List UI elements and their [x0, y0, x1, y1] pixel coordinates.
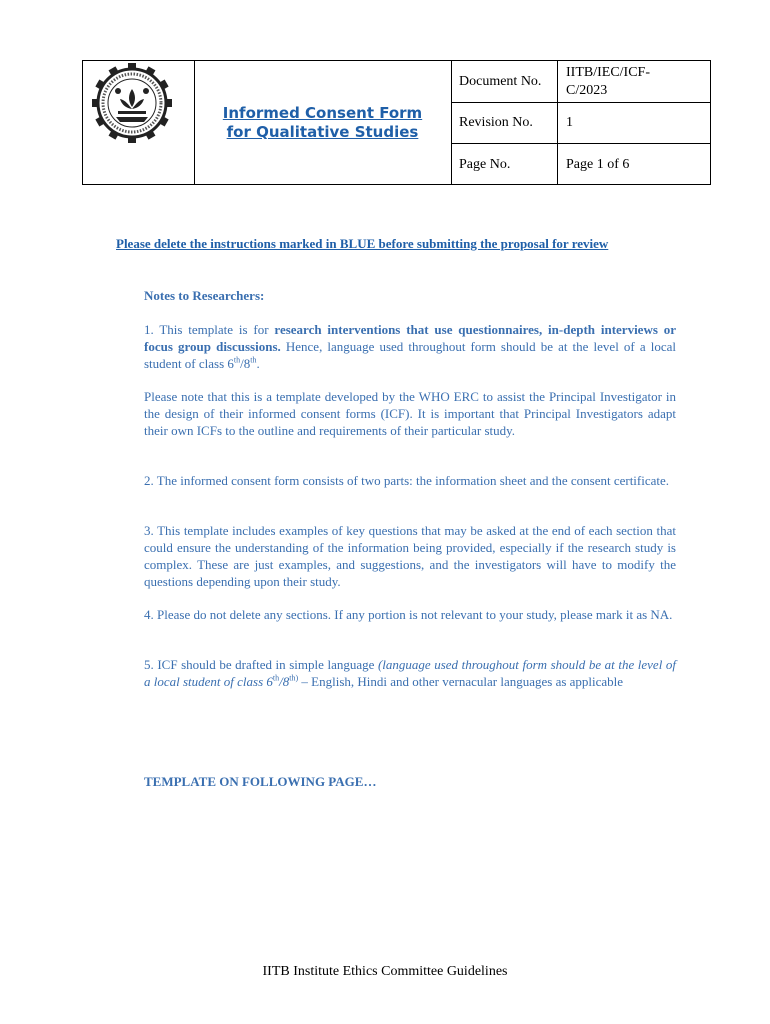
revision-no-value: 1 — [566, 115, 573, 130]
template-following-note: TEMPLATE ON FOLLOWING PAGE… — [144, 774, 377, 789]
note-paragraph-2: Please note that this is a template developed by the WHO ERC to assist the Principal Investigator in the design of their informed consent forms (ICF). It is important that Principal Investigators adapt their own ICFs to the outline and requirements of their particular study. — [144, 389, 676, 438]
note-text: 1. This template is for — [144, 322, 275, 337]
note-text: 5. ICF should be drafted in simple language — [144, 657, 378, 672]
note-text: . — [256, 356, 260, 371]
revision-no-label: Revision No. — [459, 115, 533, 130]
page-no-label: Page No. — [459, 157, 511, 172]
note-text: – English, Hindi and other vernacular languages as applicable — [298, 674, 624, 689]
table-divider — [451, 61, 452, 184]
document-no-value-line-1: IITB/IEC/ICF- — [566, 65, 650, 80]
document-no-value-line-2: C/2023 — [566, 83, 608, 98]
form-title — [194, 61, 451, 184]
table-divider — [451, 143, 710, 144]
superscript: th — [250, 355, 257, 365]
note-italic-text: (language used throughout form should be at the level of a local student of class 6 — [144, 657, 676, 689]
page-footer: IITB Institute Ethics Committee Guidelines — [262, 964, 508, 979]
note-text: /8 — [240, 356, 251, 371]
superscript: th — [272, 673, 280, 683]
note-text: Hence, language used throughout form should be at the level of a local student of class 6 — [144, 339, 676, 371]
notes-heading: Notes to Researchers: — [144, 288, 265, 303]
superscript: th — [233, 355, 241, 365]
logo-cell — [83, 61, 194, 184]
document-no-label: Document No. — [459, 74, 542, 89]
document-header-table — [82, 60, 711, 185]
form-title-line-2: for Qualitative Studies — [226, 122, 419, 141]
instructions-notice: Please delete the instructions marked in BLUE before submitting the proposal for review — [116, 236, 609, 251]
superscript: th) — [289, 673, 299, 683]
note-bold-text: research interventions that use questionnaires, in-depth interviews or focus group discussions. — [144, 322, 677, 354]
note-paragraph-3: 2. The informed consent form consists of two parts: the information sheet and the consent certificate. — [144, 473, 670, 488]
table-divider — [451, 102, 710, 103]
note-paragraph-6 — [144, 656, 676, 690]
institute-seal-logo — [83, 61, 194, 184]
note-paragraph-1 — [144, 321, 676, 372]
note-paragraph-5: 4. Please do not delete any sections. If any portion is not relevant to your study, please mark it as NA. — [144, 607, 673, 622]
page-no-value: Page 1 of 6 — [566, 157, 630, 172]
form-title-line-1: Informed Consent Form — [222, 103, 423, 122]
note-paragraph-4: 3. This template includes examples of key questions that may be asked at the end of each section that could ensure the understanding of the information being provided, especially if the research study is complex. These are just examples, and suggestions, and the investigators will have to modify the questions depending upon their study. — [144, 523, 676, 589]
table-divider — [557, 61, 558, 184]
note-italic-text: /8 — [279, 674, 290, 689]
